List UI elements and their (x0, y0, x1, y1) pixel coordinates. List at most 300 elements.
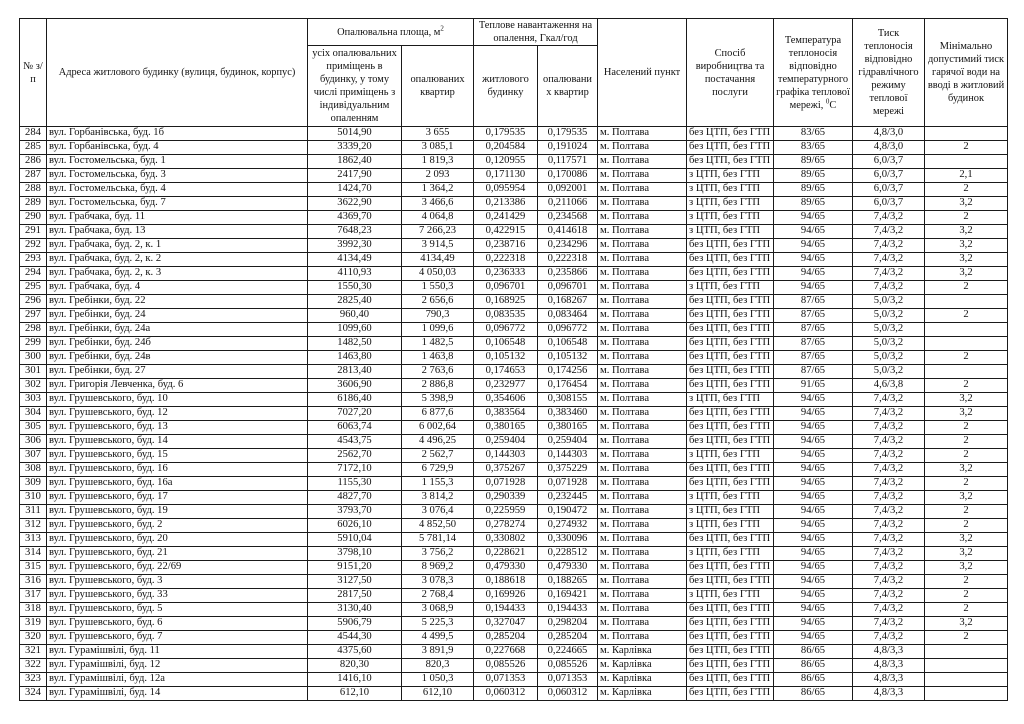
cell-area-all: 4134,49 (308, 253, 402, 267)
cell-pressure: 7,4/3,2 (853, 267, 925, 281)
cell-area-all: 6063,74 (308, 421, 402, 435)
cell-min-pressure (925, 659, 1008, 673)
cell-load-flats: 0,176454 (538, 379, 598, 393)
table-row (20, 659, 1008, 673)
cell-min-pressure: 2 (925, 281, 1008, 295)
cell-load-house: 0,241429 (474, 211, 538, 225)
cell-method: без ЦТП, без ГТП (687, 253, 774, 267)
cell-temperature: 83/65 (774, 127, 853, 141)
cell-area-flats: 3 756,2 (402, 547, 474, 561)
cell-area-all: 4827,70 (308, 491, 402, 505)
cell-method: без ЦТП, без ГТП (687, 687, 774, 701)
cell-address: вул. Горбанівська, буд. 1б (47, 127, 308, 141)
cell-number: 303 (20, 393, 47, 407)
cell-min-pressure: 3,2 (925, 463, 1008, 477)
cell-area-all: 3130,40 (308, 603, 402, 617)
cell-load-house: 0,380165 (474, 421, 538, 435)
cell-settlement: м. Полтава (598, 575, 687, 589)
header-address: Адреса житлового будинку (вулиця, будинок, корпус) (47, 19, 308, 127)
table-row (20, 575, 1008, 589)
cell-area-flats: 3 655 (402, 127, 474, 141)
cell-number: 301 (20, 365, 47, 379)
cell-temperature: 86/65 (774, 673, 853, 687)
table-header (20, 19, 1008, 127)
cell-settlement: м. Карлівка (598, 659, 687, 673)
cell-address: вул. Горбанівська, буд. 4 (47, 141, 308, 155)
cell-load-flats: 0,274932 (538, 519, 598, 533)
cell-pressure: 4,8/3,3 (853, 659, 925, 673)
cell-load-flats: 0,330096 (538, 533, 598, 547)
cell-pressure: 7,4/3,2 (853, 561, 925, 575)
cell-address: вул. Грушевського, буд. 15 (47, 449, 308, 463)
cell-pressure: 7,4/3,2 (853, 393, 925, 407)
cell-load-house: 0,169926 (474, 589, 538, 603)
cell-address: вул. Гурамішвілі, буд. 11 (47, 645, 308, 659)
cell-number: 300 (20, 351, 47, 365)
cell-area-flats: 1 050,3 (402, 673, 474, 687)
cell-method: без ЦТП, без ГТП (687, 617, 774, 631)
cell-temperature: 94/65 (774, 491, 853, 505)
cell-load-house: 0,213386 (474, 197, 538, 211)
cell-pressure: 7,4/3,2 (853, 505, 925, 519)
cell-number: 287 (20, 169, 47, 183)
cell-load-flats: 0,117571 (538, 155, 598, 169)
cell-load-house: 0,236333 (474, 267, 538, 281)
cell-area-all: 4110,93 (308, 267, 402, 281)
header-temperature-label: Температура теплоносія відповідно температурного графіка теплової мережі, (776, 34, 850, 111)
header-area-flats: опалюваних квартир (402, 46, 474, 127)
cell-load-house: 0,383564 (474, 407, 538, 421)
cell-address: вул. Грушевського, буд. 7 (47, 631, 308, 645)
table-row (20, 631, 1008, 645)
cell-method: з ЦТП, без ГТП (687, 505, 774, 519)
cell-number: 291 (20, 225, 47, 239)
cell-address: вул. Грабчака, буд. 11 (47, 211, 308, 225)
cell-address: вул. Грушевського, буд. 19 (47, 505, 308, 519)
cell-settlement: м. Полтава (598, 603, 687, 617)
cell-number: 286 (20, 155, 47, 169)
table-row (20, 491, 1008, 505)
cell-address: вул. Грушевського, буд. 2 (47, 519, 308, 533)
cell-area-flats: 7 266,23 (402, 225, 474, 239)
cell-load-flats: 0,298204 (538, 617, 598, 631)
cell-number: 307 (20, 449, 47, 463)
cell-number: 309 (20, 477, 47, 491)
table-row (20, 169, 1008, 183)
cell-load-flats: 0,170086 (538, 169, 598, 183)
cell-address: вул. Грушевського, буд. 6 (47, 617, 308, 631)
cell-address: вул. Гостомельська, буд. 4 (47, 183, 308, 197)
cell-min-pressure: 3,2 (925, 533, 1008, 547)
cell-temperature: 89/65 (774, 197, 853, 211)
cell-load-house: 0,168925 (474, 295, 538, 309)
table-row (20, 519, 1008, 533)
cell-settlement: м. Полтава (598, 589, 687, 603)
cell-load-house: 0,285204 (474, 631, 538, 645)
cell-temperature: 94/65 (774, 477, 853, 491)
cell-load-flats: 0,188265 (538, 575, 598, 589)
cell-area-all: 1424,70 (308, 183, 402, 197)
cell-area-flats: 5 225,3 (402, 617, 474, 631)
cell-load-flats: 0,179535 (538, 127, 598, 141)
cell-settlement: м. Полтава (598, 547, 687, 561)
cell-load-flats: 0,060312 (538, 687, 598, 701)
cell-method: з ЦТП, без ГТП (687, 183, 774, 197)
header-area-group (308, 19, 474, 46)
cell-number: 295 (20, 281, 47, 295)
cell-method: з ЦТП, без ГТП (687, 589, 774, 603)
cell-min-pressure (925, 127, 1008, 141)
cell-area-flats: 1 364,2 (402, 183, 474, 197)
cell-method: без ЦТП, без ГТП (687, 141, 774, 155)
cell-settlement: м. Полтава (598, 463, 687, 477)
cell-method: без ЦТП, без ГТП (687, 295, 774, 309)
table-row (20, 673, 1008, 687)
cell-temperature: 94/65 (774, 211, 853, 225)
table-body (20, 127, 1008, 701)
table-row (20, 603, 1008, 617)
cell-load-flats: 0,071353 (538, 673, 598, 687)
table-row (20, 239, 1008, 253)
table-row (20, 183, 1008, 197)
cell-load-house: 0,096772 (474, 323, 538, 337)
cell-min-pressure: 3,2 (925, 561, 1008, 575)
cell-load-flats: 0,106548 (538, 337, 598, 351)
cell-area-all: 2825,40 (308, 295, 402, 309)
header-load-group: Теплове навантаження на опалення, Гкал/год (474, 19, 598, 46)
cell-pressure: 7,4/3,2 (853, 547, 925, 561)
cell-load-flats: 0,380165 (538, 421, 598, 435)
cell-method: без ЦТП, без ГТП (687, 155, 774, 169)
cell-area-all: 1099,60 (308, 323, 402, 337)
cell-pressure: 6,0/3,7 (853, 155, 925, 169)
cell-load-flats: 0,144303 (538, 449, 598, 463)
cell-load-house: 0,232977 (474, 379, 538, 393)
cell-area-all: 612,10 (308, 687, 402, 701)
cell-area-all: 960,40 (308, 309, 402, 323)
cell-settlement: м. Полтава (598, 449, 687, 463)
cell-area-all: 5906,79 (308, 617, 402, 631)
cell-settlement: м. Полтава (598, 365, 687, 379)
cell-load-house: 0,204584 (474, 141, 538, 155)
cell-area-all: 1155,30 (308, 477, 402, 491)
cell-pressure: 7,4/3,2 (853, 575, 925, 589)
cell-number: 320 (20, 631, 47, 645)
cell-area-flats: 612,10 (402, 687, 474, 701)
cell-pressure: 7,4/3,2 (853, 421, 925, 435)
cell-area-all: 2817,50 (308, 589, 402, 603)
cell-load-house: 0,083535 (474, 309, 538, 323)
cell-area-all: 2417,90 (308, 169, 402, 183)
cell-area-flats: 1 099,6 (402, 323, 474, 337)
cell-load-flats: 0,234568 (538, 211, 598, 225)
cell-temperature: 89/65 (774, 169, 853, 183)
cell-number: 322 (20, 659, 47, 673)
header-temperature-c: C (829, 99, 837, 111)
cell-address: вул. Грушевського, буд. 20 (47, 533, 308, 547)
cell-address: вул. Грушевського, буд. 33 (47, 589, 308, 603)
cell-settlement: м. Карлівка (598, 673, 687, 687)
cell-load-house: 0,174653 (474, 365, 538, 379)
cell-method: з ЦТП, без ГТП (687, 449, 774, 463)
cell-number: 284 (20, 127, 47, 141)
cell-temperature: 87/65 (774, 309, 853, 323)
cell-area-flats: 1 482,5 (402, 337, 474, 351)
cell-load-flats: 0,168267 (538, 295, 598, 309)
cell-number: 318 (20, 603, 47, 617)
cell-number: 310 (20, 491, 47, 505)
cell-number: 292 (20, 239, 47, 253)
cell-min-pressure (925, 365, 1008, 379)
cell-area-all: 1550,30 (308, 281, 402, 295)
cell-address: вул. Гребінки, буд. 22 (47, 295, 308, 309)
cell-pressure: 6,0/3,7 (853, 183, 925, 197)
cell-settlement: м. Полтава (598, 211, 687, 225)
cell-address: вул. Григорія Левченка, буд. 6 (47, 379, 308, 393)
cell-load-flats: 0,105132 (538, 351, 598, 365)
cell-pressure: 7,4/3,2 (853, 435, 925, 449)
cell-temperature: 87/65 (774, 323, 853, 337)
cell-min-pressure (925, 687, 1008, 701)
cell-number: 323 (20, 673, 47, 687)
cell-number: 294 (20, 267, 47, 281)
cell-load-house: 0,179535 (474, 127, 538, 141)
cell-area-flats: 3 076,4 (402, 505, 474, 519)
cell-address: вул. Грушевського, буд. 5 (47, 603, 308, 617)
cell-method: без ЦТП, без ГТП (687, 673, 774, 687)
header-settlement: Населений пункт (598, 19, 687, 127)
cell-method: з ЦТП, без ГТП (687, 491, 774, 505)
cell-number: 315 (20, 561, 47, 575)
cell-method: без ЦТП, без ГТП (687, 603, 774, 617)
cell-settlement: м. Полтава (598, 169, 687, 183)
cell-min-pressure: 3,2 (925, 267, 1008, 281)
cell-min-pressure: 2 (925, 505, 1008, 519)
cell-settlement: м. Полтава (598, 477, 687, 491)
cell-load-house: 0,188618 (474, 575, 538, 589)
table-row (20, 281, 1008, 295)
cell-area-all: 7172,10 (308, 463, 402, 477)
cell-min-pressure: 3,2 (925, 253, 1008, 267)
cell-area-flats: 2 093 (402, 169, 474, 183)
cell-number: 306 (20, 435, 47, 449)
cell-address: вул. Грушевського, буд. 12 (47, 407, 308, 421)
table-row (20, 421, 1008, 435)
cell-temperature: 94/65 (774, 281, 853, 295)
cell-load-house: 0,228621 (474, 547, 538, 561)
cell-number: 311 (20, 505, 47, 519)
table-row (20, 323, 1008, 337)
cell-temperature: 87/65 (774, 337, 853, 351)
cell-method: без ЦТП, без ГТП (687, 127, 774, 141)
cell-pressure: 5,0/3,2 (853, 295, 925, 309)
cell-area-flats: 6 002,64 (402, 421, 474, 435)
cell-area-flats: 3 466,6 (402, 197, 474, 211)
heating-data-table (19, 18, 1008, 701)
cell-load-house: 0,354606 (474, 393, 538, 407)
cell-settlement: м. Полтава (598, 267, 687, 281)
cell-address: вул. Грабчака, буд. 2, к. 3 (47, 267, 308, 281)
cell-address: вул. Грушевського, буд. 16 (47, 463, 308, 477)
cell-area-flats: 1 550,3 (402, 281, 474, 295)
cell-temperature: 91/65 (774, 379, 853, 393)
cell-settlement: м. Полтава (598, 155, 687, 169)
cell-area-all: 3622,90 (308, 197, 402, 211)
cell-temperature: 94/65 (774, 463, 853, 477)
cell-method: без ЦТП, без ГТП (687, 645, 774, 659)
cell-method: без ЦТП, без ГТП (687, 365, 774, 379)
cell-number: 299 (20, 337, 47, 351)
cell-address: вул. Гребінки, буд. 24в (47, 351, 308, 365)
table-row (20, 295, 1008, 309)
cell-method: без ЦТП, без ГТП (687, 421, 774, 435)
cell-area-all: 1482,50 (308, 337, 402, 351)
cell-load-house: 0,171130 (474, 169, 538, 183)
cell-method: з ЦТП, без ГТП (687, 547, 774, 561)
cell-address: вул. Грушевського, буд. 21 (47, 547, 308, 561)
cell-address: вул. Гребінки, буд. 24 (47, 309, 308, 323)
cell-number: 324 (20, 687, 47, 701)
cell-min-pressure: 2 (925, 183, 1008, 197)
cell-min-pressure (925, 645, 1008, 659)
cell-load-flats: 0,235866 (538, 267, 598, 281)
cell-pressure: 4,8/3,0 (853, 141, 925, 155)
cell-temperature: 94/65 (774, 435, 853, 449)
cell-area-all: 3339,20 (308, 141, 402, 155)
cell-pressure: 7,4/3,2 (853, 449, 925, 463)
cell-min-pressure: 2 (925, 603, 1008, 617)
cell-temperature: 94/65 (774, 519, 853, 533)
cell-min-pressure: 3,2 (925, 239, 1008, 253)
cell-min-pressure: 3,2 (925, 225, 1008, 239)
cell-settlement: м. Полтава (598, 491, 687, 505)
cell-load-flats: 0,308155 (538, 393, 598, 407)
cell-pressure: 6,0/3,7 (853, 169, 925, 183)
cell-settlement: м. Полтава (598, 519, 687, 533)
cell-number: 305 (20, 421, 47, 435)
cell-pressure: 4,8/3,0 (853, 127, 925, 141)
cell-address: вул. Грушевського, буд. 17 (47, 491, 308, 505)
cell-area-all: 5910,04 (308, 533, 402, 547)
cell-area-all: 1463,80 (308, 351, 402, 365)
table-row (20, 337, 1008, 351)
cell-load-house: 0,238716 (474, 239, 538, 253)
cell-pressure: 7,4/3,2 (853, 603, 925, 617)
cell-min-pressure: 3,2 (925, 547, 1008, 561)
cell-temperature: 94/65 (774, 253, 853, 267)
table-row (20, 407, 1008, 421)
cell-settlement: м. Полтава (598, 407, 687, 421)
header-area-all: усіх опалювальних приміщень в будинку, у тому числі приміщень з індивідуальним опаленням (308, 46, 402, 127)
cell-address: вул. Гребінки, буд. 24а (47, 323, 308, 337)
cell-pressure: 7,4/3,2 (853, 281, 925, 295)
cell-settlement: м. Полтава (598, 239, 687, 253)
header-load-house: житлового будинку (474, 46, 538, 127)
cell-method: без ЦТП, без ГТП (687, 239, 774, 253)
cell-settlement: м. Полтава (598, 393, 687, 407)
cell-load-house: 0,259404 (474, 435, 538, 449)
cell-pressure: 7,4/3,2 (853, 589, 925, 603)
cell-temperature: 86/65 (774, 687, 853, 701)
cell-pressure: 5,0/3,2 (853, 337, 925, 351)
cell-load-house: 0,479330 (474, 561, 538, 575)
cell-min-pressure: 2 (925, 449, 1008, 463)
cell-settlement: м. Полтава (598, 225, 687, 239)
cell-min-pressure: 3,2 (925, 197, 1008, 211)
cell-settlement: м. Полтава (598, 309, 687, 323)
cell-load-house: 0,227668 (474, 645, 538, 659)
header-load-flats: опалювани х квартир (538, 46, 598, 127)
cell-pressure: 7,4/3,2 (853, 519, 925, 533)
cell-load-flats: 0,479330 (538, 561, 598, 575)
cell-load-flats: 0,085526 (538, 659, 598, 673)
cell-area-flats: 4134,49 (402, 253, 474, 267)
cell-pressure: 6,0/3,7 (853, 197, 925, 211)
cell-number: 285 (20, 141, 47, 155)
cell-load-flats: 0,071928 (538, 477, 598, 491)
cell-min-pressure: 2 (925, 309, 1008, 323)
cell-pressure: 7,4/3,2 (853, 477, 925, 491)
cell-min-pressure: 2 (925, 351, 1008, 365)
table-row (20, 127, 1008, 141)
cell-min-pressure: 2 (925, 631, 1008, 645)
cell-pressure: 7,4/3,2 (853, 253, 925, 267)
cell-settlement: м. Карлівка (598, 687, 687, 701)
cell-method: без ЦТП, без ГТП (687, 337, 774, 351)
cell-area-all: 3992,30 (308, 239, 402, 253)
cell-min-pressure: 2,1 (925, 169, 1008, 183)
cell-method: без ЦТП, без ГТП (687, 575, 774, 589)
cell-address: вул. Грушевського, буд. 22/69 (47, 561, 308, 575)
cell-temperature: 83/65 (774, 141, 853, 155)
cell-pressure: 5,0/3,2 (853, 351, 925, 365)
cell-load-house: 0,278274 (474, 519, 538, 533)
cell-min-pressure (925, 337, 1008, 351)
cell-method: з ЦТП, без ГТП (687, 211, 774, 225)
cell-method: з ЦТП, без ГТП (687, 225, 774, 239)
cell-temperature: 94/65 (774, 225, 853, 239)
cell-min-pressure (925, 323, 1008, 337)
cell-number: 314 (20, 547, 47, 561)
cell-address: вул. Гребінки, буд. 24б (47, 337, 308, 351)
cell-method: без ЦТП, без ГТП (687, 267, 774, 281)
cell-settlement: м. Полтава (598, 281, 687, 295)
cell-settlement: м. Карлівка (598, 645, 687, 659)
cell-load-flats: 0,285204 (538, 631, 598, 645)
cell-settlement: м. Полтава (598, 295, 687, 309)
cell-area-flats: 3 914,5 (402, 239, 474, 253)
cell-load-house: 0,290339 (474, 491, 538, 505)
cell-number: 316 (20, 575, 47, 589)
table-row (20, 211, 1008, 225)
header-method: Спосіб виробництва та постачання послуги (687, 19, 774, 127)
cell-area-all: 7027,20 (308, 407, 402, 421)
cell-address: вул. Грушевського, буд. 13 (47, 421, 308, 435)
cell-area-all: 3798,10 (308, 547, 402, 561)
cell-method: без ЦТП, без ГТП (687, 309, 774, 323)
cell-load-flats: 0,083464 (538, 309, 598, 323)
table-row (20, 463, 1008, 477)
cell-settlement: м. Полтава (598, 561, 687, 575)
cell-area-flats: 2 768,4 (402, 589, 474, 603)
cell-address: вул. Грабчака, буд. 2, к. 2 (47, 253, 308, 267)
cell-temperature: 86/65 (774, 645, 853, 659)
cell-address: вул. Гребінки, буд. 27 (47, 365, 308, 379)
cell-load-flats: 0,228512 (538, 547, 598, 561)
cell-method: без ЦТП, без ГТП (687, 379, 774, 393)
table-row (20, 561, 1008, 575)
cell-area-all: 3606,90 (308, 379, 402, 393)
